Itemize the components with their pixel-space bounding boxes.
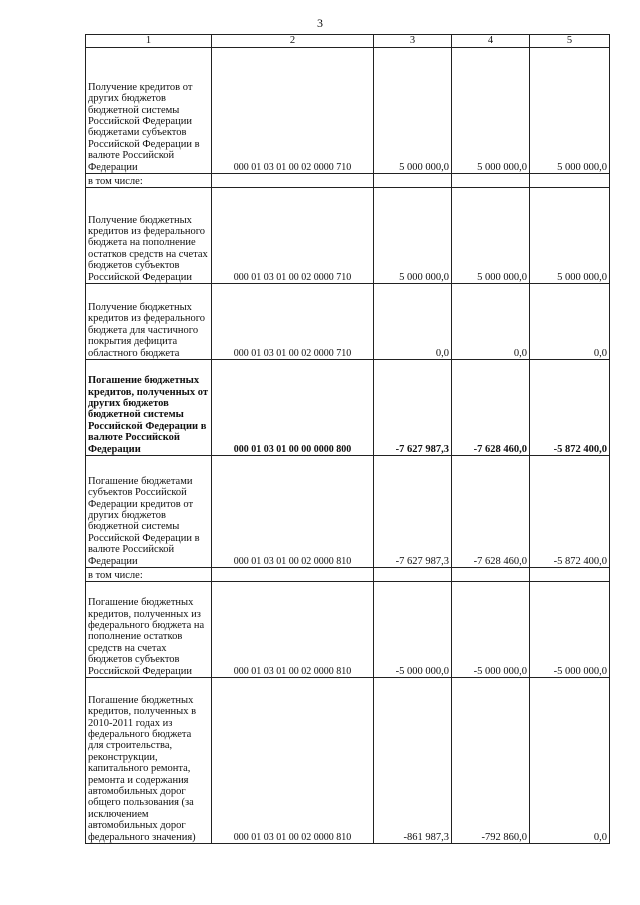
row-value-col3: 5 000 000,0 — [374, 188, 452, 284]
row-value-col4: -7 628 460,0 — [452, 360, 530, 456]
row-value-col4: 0,0 — [452, 284, 530, 360]
empty-cell — [452, 174, 530, 188]
row-value-col5: -5 000 000,0 — [530, 582, 610, 678]
row-code: 000 01 03 01 00 02 0000 710 — [212, 188, 374, 284]
row-value-col3: -7 627 987,3 — [374, 360, 452, 456]
row-value-col4: -5 000 000,0 — [452, 582, 530, 678]
empty-cell — [374, 568, 452, 582]
table-row — [86, 456, 610, 568]
row-code: 000 01 03 01 00 02 0000 810 — [212, 582, 374, 678]
row-value-col5: 0,0 — [530, 678, 610, 844]
row-value-col4: 5 000 000,0 — [452, 188, 530, 284]
row-code: 000 01 03 01 00 02 0000 710 — [212, 48, 374, 174]
row-label: Получение бюджетных кредитов из федерального бюджета для частичного покрытия дефицита областного бюджета — [86, 284, 212, 360]
table-subheader-row — [86, 568, 610, 582]
row-code: 000 01 03 01 00 00 0000 800 — [212, 360, 374, 456]
table-row — [86, 188, 610, 284]
row-value-col5: 5 000 000,0 — [530, 48, 610, 174]
row-code: 000 01 03 01 00 02 0000 810 — [212, 456, 374, 568]
subheader-label: в том числе: — [86, 568, 212, 582]
page-number: 3 — [317, 16, 323, 30]
row-value-col4: -7 628 460,0 — [452, 456, 530, 568]
column-header-2: 2 — [212, 35, 374, 48]
row-label: Погашение бюджетных кредитов, полученных в 2010-2011 годах из федерального бюджета для строительства, реконструкции, капитального ремонта, ремонта и содержания автомобильных дорог общего пользования (за исключением автомобильных дорог федерального значения) — [86, 678, 212, 844]
table-row — [86, 678, 610, 844]
empty-cell — [212, 568, 374, 582]
subheader-label: в том числе: — [86, 174, 212, 188]
empty-cell — [452, 568, 530, 582]
row-value-col3: 0,0 — [374, 284, 452, 360]
column-header-1: 1 — [86, 35, 212, 48]
table-row — [86, 582, 610, 678]
row-value-col5: -5 872 400,0 — [530, 456, 610, 568]
row-code: 000 01 03 01 00 02 0000 710 — [212, 284, 374, 360]
row-label: Погашение бюджетами субъектов Российской Федерации кредитов от других бюджетов бюджетной системы Российской Федерации в валюте Российской Федерации — [86, 456, 212, 568]
empty-cell — [374, 174, 452, 188]
row-value-col4: -792 860,0 — [452, 678, 530, 844]
row-value-col3: 5 000 000,0 — [374, 48, 452, 174]
row-label: Получение бюджетных кредитов из федерального бюджета на пополнение остатков средств на счетах бюджетов субъектов Российской Федерации — [86, 188, 212, 284]
column-header-4: 4 — [452, 35, 530, 48]
row-value-col3: -7 627 987,3 — [374, 456, 452, 568]
empty-cell — [530, 174, 610, 188]
row-value-col4: 5 000 000,0 — [452, 48, 530, 174]
row-label: Погашение бюджетных кредитов, полученных из федерального бюджета на пополнение остатков средств на счетах бюджетов субъектов Российской Федерации — [86, 582, 212, 678]
table-row — [86, 284, 610, 360]
column-header-3: 3 — [374, 35, 452, 48]
table-header-row — [86, 35, 610, 48]
row-value-col3: -5 000 000,0 — [374, 582, 452, 678]
row-value-col5: -5 872 400,0 — [530, 360, 610, 456]
row-value-col3: -861 987,3 — [374, 678, 452, 844]
table-row — [86, 48, 610, 174]
table-subheader-row — [86, 174, 610, 188]
budget-table — [85, 34, 610, 844]
table-row-bold — [86, 360, 610, 456]
row-value-col5: 0,0 — [530, 284, 610, 360]
empty-cell — [530, 568, 610, 582]
empty-cell — [212, 174, 374, 188]
column-header-5: 5 — [530, 35, 610, 48]
row-value-col5: 5 000 000,0 — [530, 188, 610, 284]
row-label: Получение кредитов от других бюджетов бюджетной системы Российской Федерации бюджетами субъектов Российской Федерации в валюте Российской Федерации — [86, 48, 212, 174]
row-label: Погашение бюджетных кредитов, полученных от других бюджетов бюджетной системы Российской Федерации в валюте Российской Федерации — [86, 360, 212, 456]
row-code: 000 01 03 01 00 02 0000 810 — [212, 678, 374, 844]
